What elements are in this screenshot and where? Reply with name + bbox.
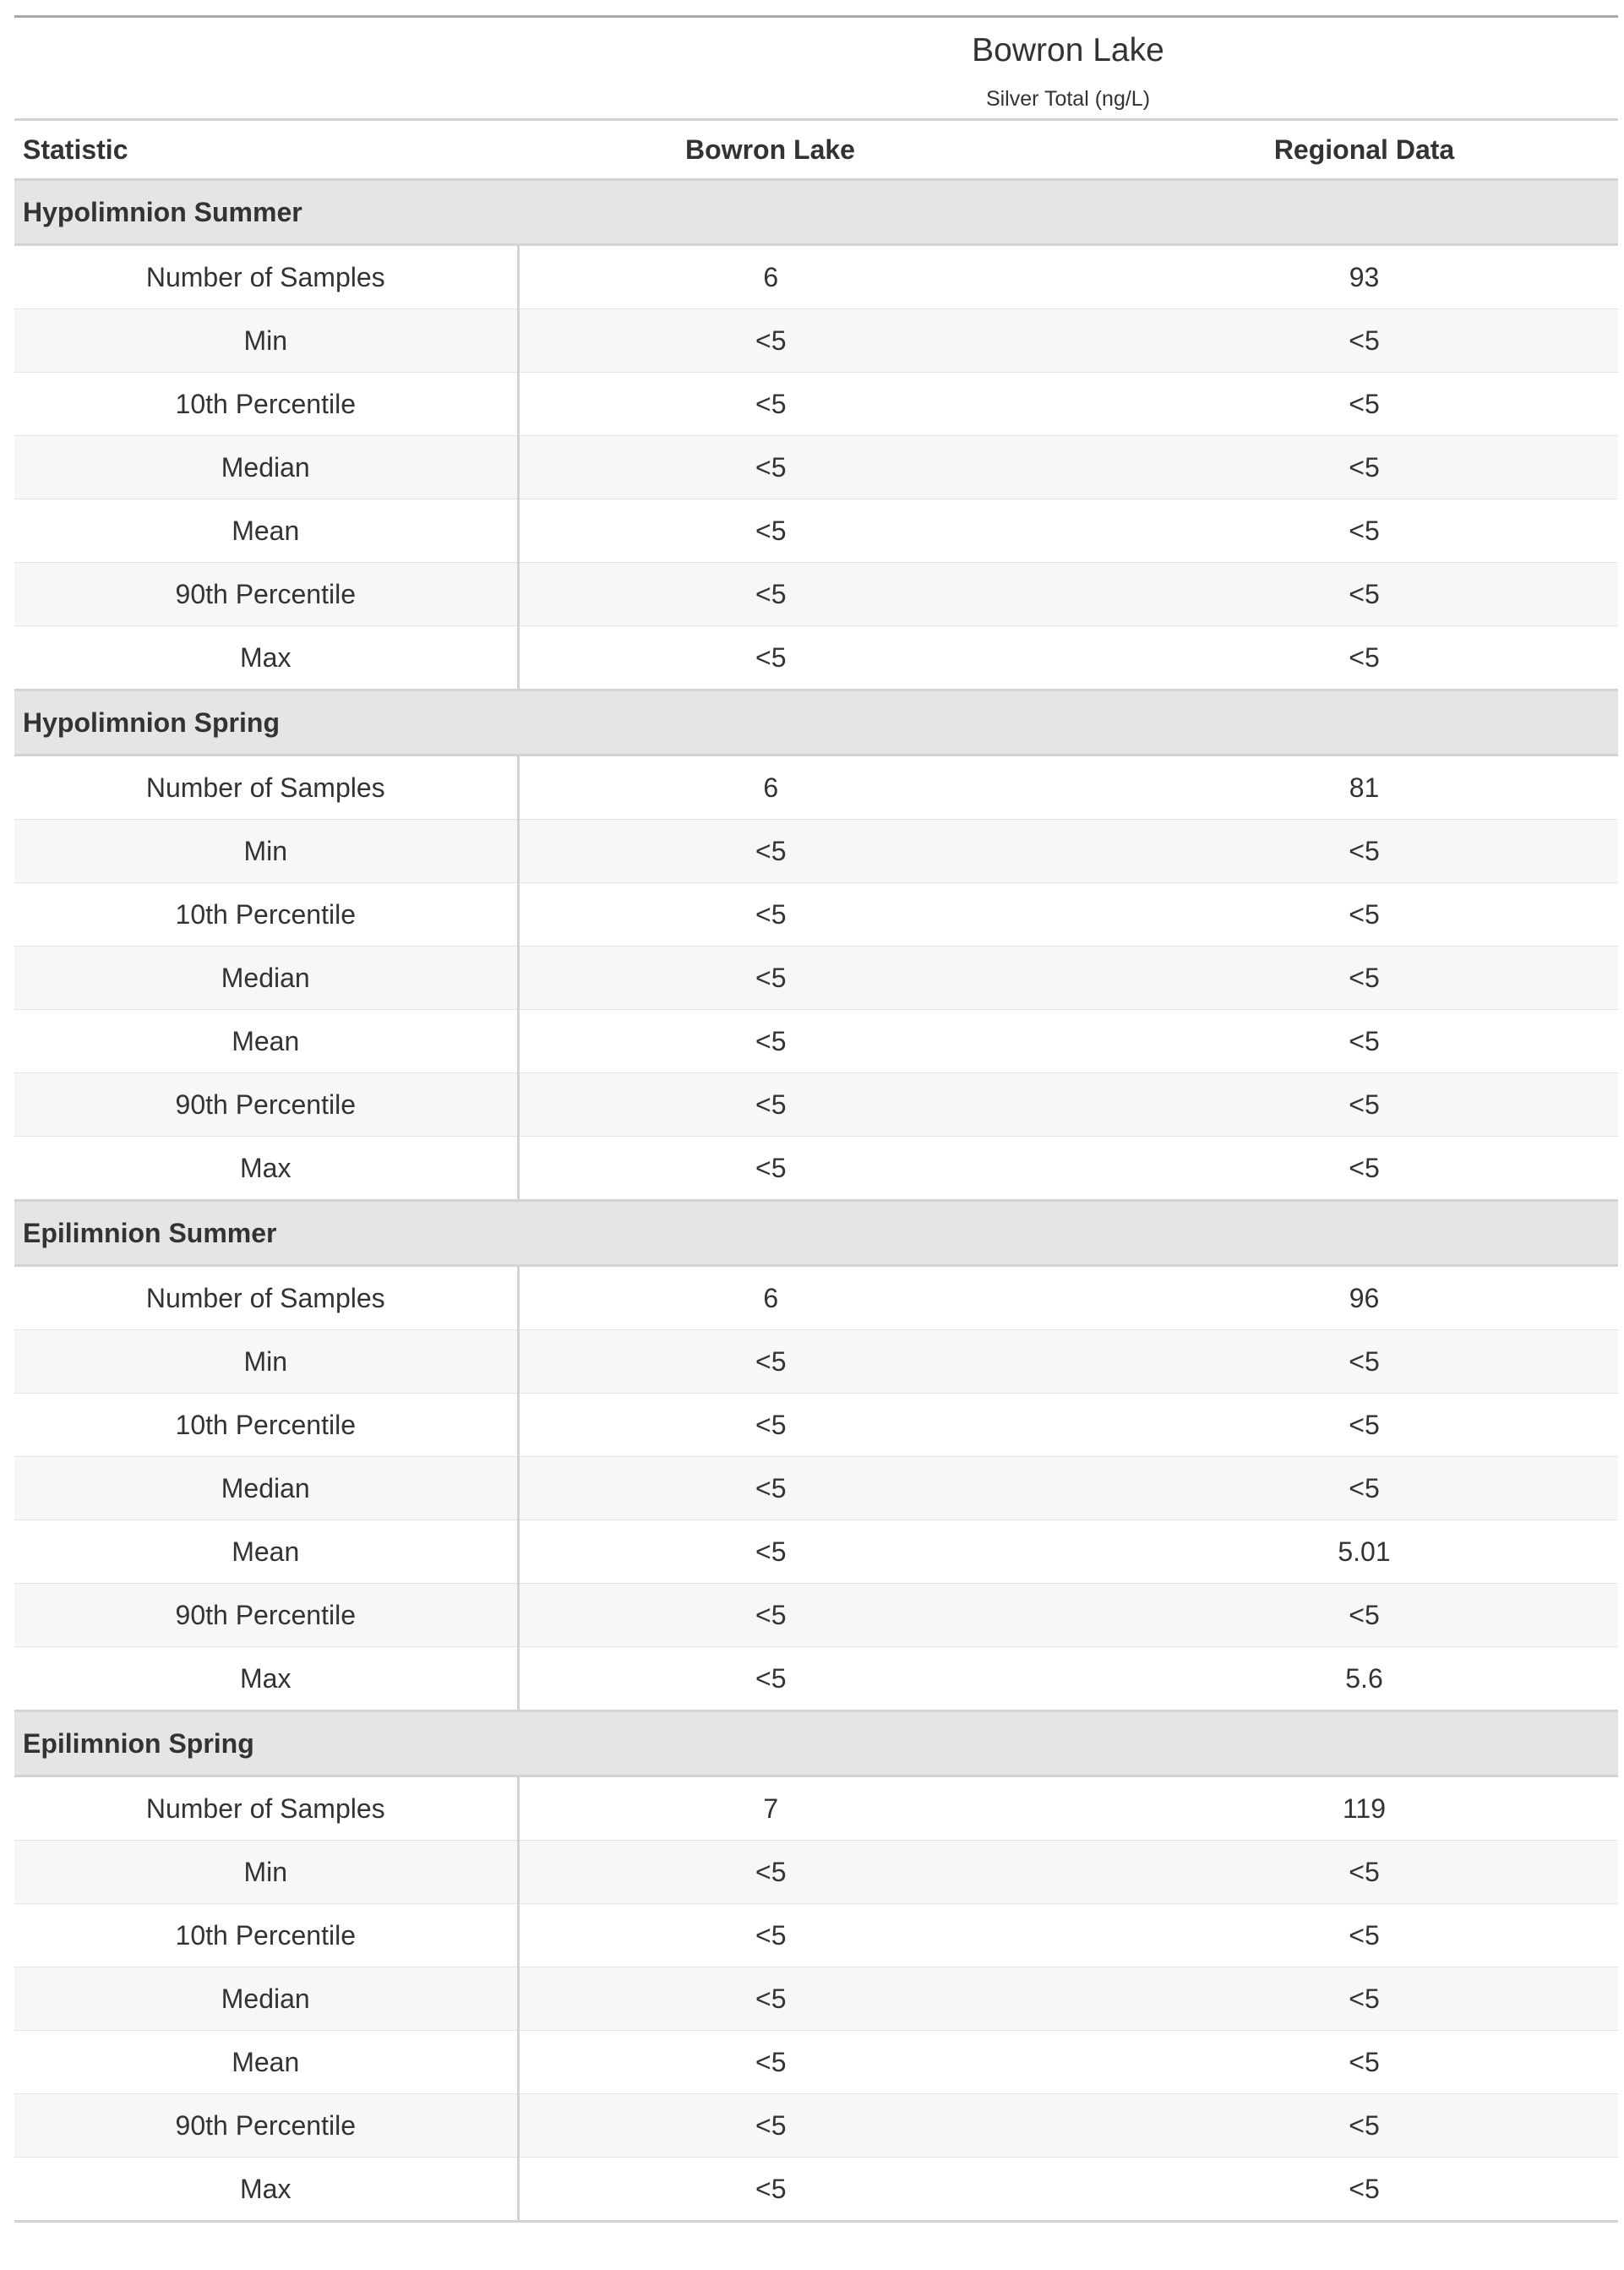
bowron-lake-cell: <5 xyxy=(518,499,1022,563)
bowron-lake-cell: <5 xyxy=(518,1841,1022,1904)
regional-data-cell: <5 xyxy=(1022,1584,1618,1647)
statistic-cell: 10th Percentile xyxy=(14,1904,518,1967)
statistic-cell: Max xyxy=(14,1137,518,1201)
group-label: Epilimnion Summer xyxy=(14,1201,1618,1266)
regional-data-cell: <5 xyxy=(1022,2158,1618,2222)
regional-data-cell: 5.6 xyxy=(1022,1647,1618,1711)
group-row xyxy=(14,1201,1618,1266)
bowron-lake-cell: <5 xyxy=(518,1330,1022,1394)
table-row xyxy=(14,1137,1618,1201)
statistic-cell: 90th Percentile xyxy=(14,1073,518,1137)
table-row xyxy=(14,626,1618,690)
table-row xyxy=(14,947,1618,1010)
statistic-cell: Number of Samples xyxy=(14,245,518,309)
regional-data-cell: 5.01 xyxy=(1022,1520,1618,1584)
bowron-lake-cell: <5 xyxy=(518,883,1022,947)
table-row xyxy=(14,499,1618,563)
statistic-cell: Median xyxy=(14,1967,518,2031)
bowron-lake-cell: <5 xyxy=(518,2094,1022,2158)
table-row xyxy=(14,1967,1618,2031)
table-row xyxy=(14,1330,1618,1394)
table-title-row xyxy=(14,17,1618,120)
regional-data-cell: <5 xyxy=(1022,2094,1618,2158)
bowron-lake-cell: <5 xyxy=(518,947,1022,1010)
table-row xyxy=(14,1266,1618,1330)
table-row xyxy=(14,309,1618,373)
table-row xyxy=(14,373,1618,436)
table-row xyxy=(14,883,1618,947)
bowron-lake-cell: <5 xyxy=(518,2031,1022,2094)
regional-data-cell: <5 xyxy=(1022,883,1618,947)
statistic-cell: Min xyxy=(14,309,518,373)
statistic-cell: Number of Samples xyxy=(14,756,518,820)
group-row xyxy=(14,690,1618,756)
bowron-lake-cell: 6 xyxy=(518,756,1022,820)
table-row xyxy=(14,1394,1618,1457)
statistic-cell: Median xyxy=(14,1457,518,1520)
table-row xyxy=(14,1776,1618,1841)
bowron-lake-cell: 6 xyxy=(518,1266,1022,1330)
regional-data-cell: <5 xyxy=(1022,1394,1618,1457)
regional-data-cell: <5 xyxy=(1022,947,1618,1010)
table-subtitle: Silver Total (ng/L) xyxy=(985,87,1151,111)
regional-data-cell: <5 xyxy=(1022,820,1618,883)
table-body xyxy=(14,180,1618,2222)
statistic-cell: 10th Percentile xyxy=(14,373,518,436)
statistic-cell: 90th Percentile xyxy=(14,1584,518,1647)
bowron-lake-cell: <5 xyxy=(518,1073,1022,1137)
statistic-cell: Median xyxy=(14,947,518,1010)
bowron-lake-cell: <5 xyxy=(518,1584,1022,1647)
bowron-lake-cell: <5 xyxy=(518,373,1022,436)
bowron-lake-cell: 7 xyxy=(518,1776,1022,1841)
bowron-lake-cell: <5 xyxy=(518,1010,1022,1073)
table-row xyxy=(14,563,1618,626)
statistic-cell: Max xyxy=(14,1647,518,1711)
regional-data-cell: <5 xyxy=(1022,1967,1618,2031)
regional-data-cell: <5 xyxy=(1022,1841,1618,1904)
group-label: Epilimnion Spring xyxy=(14,1711,1618,1776)
statistic-cell: Number of Samples xyxy=(14,1266,518,1330)
statistic-cell: 90th Percentile xyxy=(14,2094,518,2158)
regional-data-cell: <5 xyxy=(1022,563,1618,626)
regional-data-cell: <5 xyxy=(1022,626,1618,690)
regional-data-cell: <5 xyxy=(1022,373,1618,436)
bowron-lake-cell: <5 xyxy=(518,626,1022,690)
statistic-cell: Min xyxy=(14,1841,518,1904)
regional-data-cell: <5 xyxy=(1022,499,1618,563)
column-header-statistic: Statistic xyxy=(14,120,518,180)
table-row xyxy=(14,1520,1618,1584)
regional-data-cell: <5 xyxy=(1022,1137,1618,1201)
statistic-cell: 10th Percentile xyxy=(14,883,518,947)
table-row xyxy=(14,245,1618,309)
title-spacer xyxy=(14,17,518,120)
statistic-cell: Number of Samples xyxy=(14,1776,518,1841)
bowron-lake-cell: <5 xyxy=(518,1137,1022,1201)
table-row xyxy=(14,1904,1618,1967)
statistic-cell: Mean xyxy=(14,2031,518,2094)
statistic-cell: Mean xyxy=(14,1520,518,1584)
table-row xyxy=(14,436,1618,499)
regional-data-cell: <5 xyxy=(1022,2031,1618,2094)
regional-data-cell: <5 xyxy=(1022,436,1618,499)
regional-data-cell: <5 xyxy=(1022,1073,1618,1137)
table-row xyxy=(14,756,1618,820)
regional-data-cell: <5 xyxy=(1022,1330,1618,1394)
table-row xyxy=(14,2031,1618,2094)
regional-data-cell: 93 xyxy=(1022,245,1618,309)
statistic-cell: Max xyxy=(14,2158,518,2222)
bowron-lake-cell: <5 xyxy=(518,1457,1022,1520)
regional-data-cell: <5 xyxy=(1022,1010,1618,1073)
column-header-bowron-lake: Bowron Lake xyxy=(518,120,1022,180)
bowron-lake-cell: <5 xyxy=(518,1647,1022,1711)
statistic-cell: Min xyxy=(14,820,518,883)
bowron-lake-cell: <5 xyxy=(518,820,1022,883)
statistic-cell: Max xyxy=(14,626,518,690)
regional-data-cell: <5 xyxy=(1022,1904,1618,1967)
table-heading xyxy=(518,17,1618,120)
bowron-lake-cell: <5 xyxy=(518,1520,1022,1584)
regional-data-cell: 96 xyxy=(1022,1266,1618,1330)
group-row xyxy=(14,1711,1618,1776)
summary-table-container xyxy=(14,15,1618,2223)
group-label: Hypolimnion Spring xyxy=(14,690,1618,756)
bowron-lake-cell: <5 xyxy=(518,563,1022,626)
group-row xyxy=(14,180,1618,245)
regional-data-cell: <5 xyxy=(1022,1457,1618,1520)
table-row xyxy=(14,820,1618,883)
statistic-cell: Min xyxy=(14,1330,518,1394)
table-row xyxy=(14,1457,1618,1520)
bowron-lake-cell: <5 xyxy=(518,436,1022,499)
table-title: Bowron Lake xyxy=(972,32,1164,68)
table-row xyxy=(14,1841,1618,1904)
bowron-lake-cell: 6 xyxy=(518,245,1022,309)
statistic-cell: 10th Percentile xyxy=(14,1394,518,1457)
column-header-row xyxy=(14,120,1618,180)
table-row xyxy=(14,1584,1618,1647)
statistic-cell: Mean xyxy=(14,499,518,563)
regional-data-cell: 81 xyxy=(1022,756,1618,820)
bowron-lake-cell: <5 xyxy=(518,1394,1022,1457)
statistic-cell: Mean xyxy=(14,1010,518,1073)
table-row xyxy=(14,2158,1618,2222)
column-header-regional-data: Regional Data xyxy=(1022,120,1618,180)
table-row xyxy=(14,1010,1618,1073)
statistic-cell: 90th Percentile xyxy=(14,563,518,626)
regional-data-cell: <5 xyxy=(1022,309,1618,373)
bowron-lake-cell: <5 xyxy=(518,1904,1022,1967)
summary-table xyxy=(14,15,1618,2223)
bowron-lake-cell: <5 xyxy=(518,309,1022,373)
statistic-cell: Median xyxy=(14,436,518,499)
group-label: Hypolimnion Summer xyxy=(14,180,1618,245)
bowron-lake-cell: <5 xyxy=(518,2158,1022,2222)
table-row xyxy=(14,2094,1618,2158)
table-row xyxy=(14,1073,1618,1137)
bowron-lake-cell: <5 xyxy=(518,1967,1022,2031)
table-row xyxy=(14,1647,1618,1711)
regional-data-cell: 119 xyxy=(1022,1776,1618,1841)
